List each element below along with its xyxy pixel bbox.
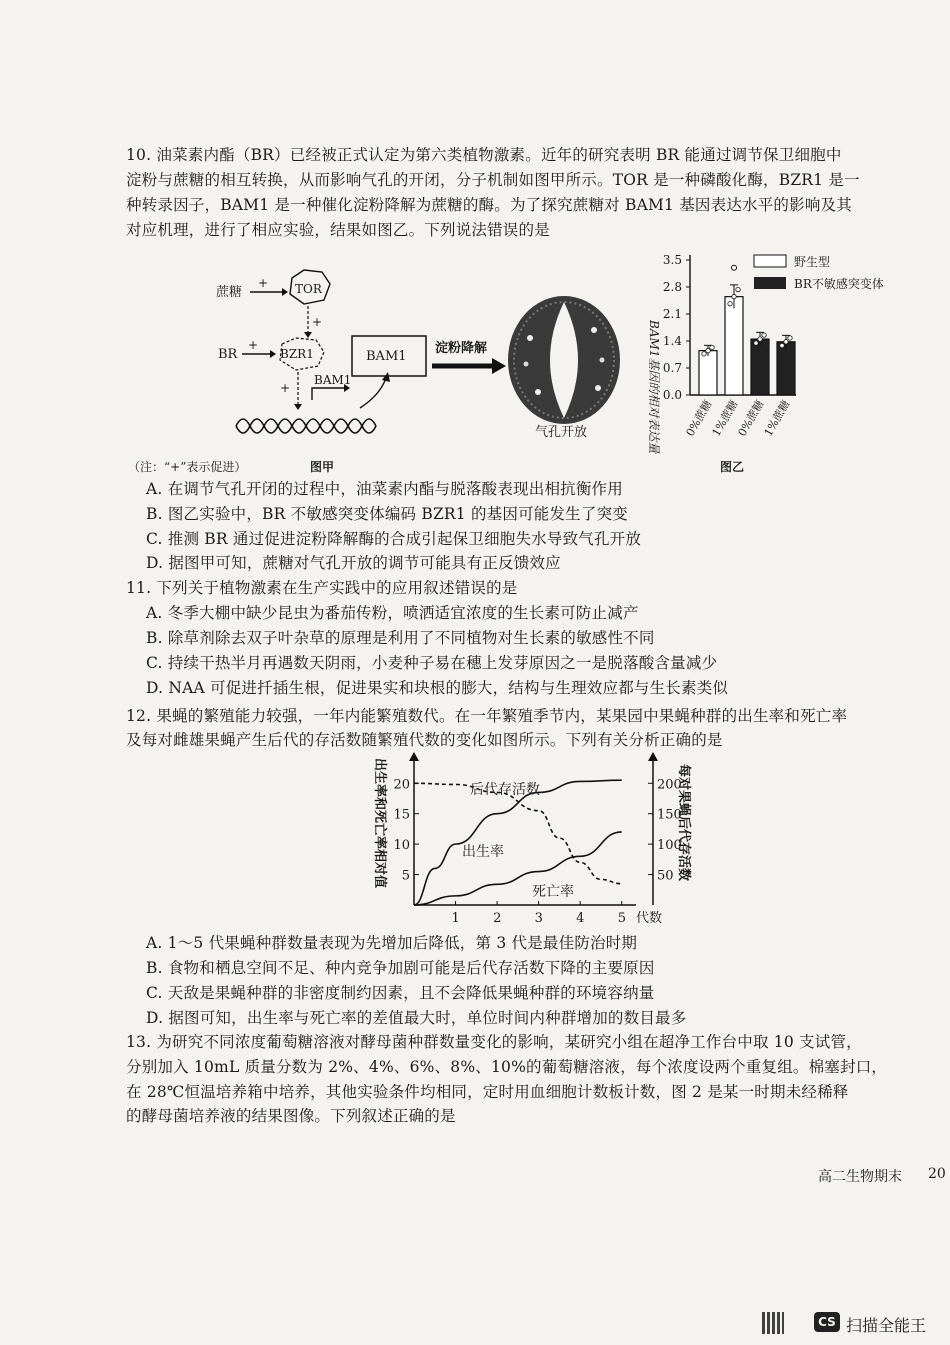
bar-wildtype — [725, 297, 743, 395]
plus-sign-2: + — [312, 315, 323, 329]
q12-line-1: 12. 果蝇的繁殖能力较强，一年内能繁殖数代。在一年繁殖季节内，某果园中果蝇种群的出生率和死亡率 — [126, 707, 848, 725]
scanner-watermark: 扫描全能王 — [846, 1316, 927, 1335]
data-point — [710, 345, 714, 349]
data-point — [758, 337, 762, 341]
chart-c-xtick-label: 4 — [576, 911, 585, 926]
chart-c-ytick-left-label: 5 — [401, 868, 410, 884]
q10-option-b: B. 图乙实验中，BR 不敏感突变体编码 BZR1 的基因可能发生了突变 — [146, 505, 628, 523]
bam1-enzyme-label: BAM1 — [366, 349, 407, 364]
q13-line-2: 分别加入 10mL 质量分数为 2%、4%、6%、8%、10%的葡萄糖溶液，每个浓度设两个重复组。棉塞封口， — [126, 1058, 888, 1076]
starch-degradation-label: 淀粉降解 — [435, 341, 488, 356]
footer-page: 20 — [928, 1166, 946, 1182]
arrow-head — [294, 404, 302, 410]
bar-mutant — [777, 342, 795, 395]
q11-option-b: B. 除草剂除去双子叶杂草的原理是利用了不同植物对生长素的敏感性不同 — [146, 629, 655, 647]
q12-option-c: C. 天敌是果蝇种群的非密度制约因素，且不会降低果蝇种群的环境容纳量 — [146, 984, 655, 1002]
chart-b-ytick-label: 0.0 — [662, 388, 682, 402]
q10-option-d: D. 据图甲可知，蔗糖对气孔开放的调节可能具有正反馈效应 — [146, 554, 561, 572]
q11-option-a: A. 冬季大棚中缺少昆虫为番茄传粉，喷洒适宜浓度的生长素可防止减产 — [146, 604, 639, 622]
chart-b-xtick-label: 1%蔗糖 — [709, 398, 741, 439]
chart-c-ytick-right-label: 100 — [657, 838, 682, 854]
arrow-head — [270, 350, 276, 358]
cs-logo-icon — [814, 1312, 840, 1332]
chart-c-ytick-right-label: 50 — [657, 868, 674, 884]
cs-logo-text: CS — [818, 1315, 836, 1329]
chart-c-ytick-left-label: 15 — [393, 807, 410, 823]
data-point — [780, 343, 784, 347]
q10-option-a: A. 在调节气孔开闭的过程中，油菜素内酯与脱落酸表现出相抗衡作用 — [146, 480, 623, 498]
q11-stem: 11. 下列关于植物激素在生产实践中的应用叙述错误的是 — [126, 579, 518, 597]
arrow-head — [282, 288, 288, 296]
legend-wildtype: 野生型 — [794, 255, 831, 269]
outlier-point — [732, 265, 737, 270]
chloroplast — [600, 358, 605, 363]
stomata-open-label: 气孔开放 — [535, 425, 588, 440]
chart-c-xtick-label: 2 — [493, 911, 502, 926]
data-point — [728, 302, 732, 306]
footer-label: 高二生物期末 — [818, 1169, 902, 1185]
q11-option-c: C. 持续干热半月再遇数天阴雨，小麦种子易在穗上发芽原因之一是脱落酸含量减少 — [146, 654, 718, 672]
plus-sign-4: + — [280, 381, 291, 395]
arrow-head — [492, 358, 506, 374]
chart-b-ytick-label: 2.1 — [662, 307, 682, 321]
q11-option-d: D. NAA 可促进扦插生根，促进果实和块根的膨大，结构与生理效应都与生长素类似 — [146, 679, 729, 697]
q12-option-a: A. 1～5 代果蝇种群数量表现为先增加后降低，第 3 代是最佳防治时期 — [146, 934, 638, 952]
fig-a-caption: 图甲 — [310, 460, 335, 474]
chart-c-xtick-label: 3 — [534, 911, 543, 926]
chart-b-ylabel: BAM1基因的相对表达量 — [647, 320, 661, 454]
chart-c-xtick-label: 1 — [451, 911, 460, 926]
br-label: BR — [218, 347, 238, 362]
birth-rate-curve — [414, 780, 622, 905]
chart-c-ytick-right-label: 150 — [657, 807, 682, 823]
q10-line-4: 对应机理，进行了相应实验，结果如图乙。下列说法错误的是 — [126, 221, 550, 239]
chart-b-ytick-label: 3.5 — [662, 253, 682, 267]
sucrose-label: 蔗糖 — [216, 285, 243, 300]
chart-b-ytick-label: 1.4 — [662, 334, 682, 348]
legend-swatch-mutant — [754, 277, 786, 289]
plus-sign-3: + — [248, 338, 259, 352]
tor-label: TOR — [295, 282, 322, 296]
death-rate-curve — [414, 832, 622, 905]
q10-line-1: 10. 油菜素内酯（BR）已经被正式认定为第六类植物激素。近年的研究表明 BR 能通过调节保卫细胞中 — [126, 146, 842, 164]
chloroplast — [535, 389, 541, 395]
chart-b-ytick-label: 0.7 — [662, 361, 682, 375]
chart-b-xtick-label: 0%蔗糖 — [735, 398, 767, 439]
arrow-head — [382, 372, 390, 382]
plus-sign-1: + — [258, 276, 269, 290]
q12-option-d: D. 据图可知，出生率与死亡率的差值最大时，单位时间内种群增加的数目最多 — [146, 1009, 687, 1027]
data-point — [784, 340, 788, 344]
gene-start-arrow — [312, 388, 346, 400]
chart-c-ylabel-left: 出生率和死亡率相对值 — [372, 758, 387, 889]
q12-line-2: 及每对雌雄果蝇产生后代的存活数随繁殖代数的变化如图所示。下列有关分析正确的是 — [126, 731, 723, 749]
q12-option-b: B. 食物和栖息空间不足、种内竞争加剧可能是后代存活数下降的主要原因 — [146, 959, 655, 977]
data-point — [732, 294, 736, 298]
data-point — [736, 287, 740, 291]
death-rate-label: 死亡率 — [532, 884, 574, 900]
chloroplast — [524, 362, 529, 367]
data-point — [702, 352, 706, 356]
chart-c-ylabel-right: 每对果蝇后代存活数 — [676, 764, 691, 882]
bar-wildtype — [699, 351, 717, 395]
q13-line-1: 13. 为研究不同浓度葡萄糖溶液对酵母菌种群数量变化的影响，某研究小组在超净工作台中取 10 支试管， — [126, 1033, 862, 1051]
q13-line-3: 在 28℃恒温培养箱中培养，其他实验条件均相同，定时用血细胞计数板计数，图 2 是某一时期未经稀释 — [126, 1083, 849, 1101]
chart-c-right-axis-arrow — [648, 752, 658, 761]
data-point — [788, 336, 792, 340]
chart-c-left-axis-arrow — [409, 752, 419, 761]
legend-mutant: BR不敏感突变体 — [794, 277, 884, 291]
chart-b-xtick-label: 0%蔗糖 — [683, 398, 715, 439]
legend-swatch-wildtype — [754, 255, 786, 267]
q13-line-4: 的酵母菌培养液的结果图像。下列叙述正确的是 — [126, 1107, 456, 1125]
q10-line-2: 淀粉与蔗糖的相互转换，从而影响气孔的开闭，分子机制如图甲所示。TOR 是一种磷酸化酶，BZR1 是一 — [126, 171, 860, 189]
q10-option-c: C. 推测 BR 通过促进淀粉降解酶的合成引起保卫细胞失水导致气孔开放 — [146, 530, 642, 548]
chart-c-xtick-label: 5 — [617, 911, 626, 926]
chloroplast — [527, 335, 533, 341]
offspring-label: 后代存活数 — [470, 782, 540, 798]
chart-b-ytick-label: 2.8 — [662, 280, 682, 294]
chloroplast — [595, 385, 601, 391]
chart-c-ytick-left-label: 10 — [393, 838, 410, 854]
birth-rate-label: 出生率 — [462, 844, 504, 860]
chart-b-xtick-label: 1%蔗糖 — [761, 398, 793, 439]
figure-b-bar-chart — [636, 245, 926, 455]
bar-mutant — [751, 339, 769, 395]
fig-b-caption: 图乙 — [720, 460, 745, 474]
figure-a-diagram — [200, 260, 630, 450]
figure-q12-line-chart — [368, 752, 691, 932]
stomata-illustration — [508, 296, 620, 424]
bzr1-label: BZR1 — [280, 347, 314, 361]
offspring-survival-curve — [414, 783, 622, 883]
arrow-gene-to-enzyme — [360, 378, 386, 408]
fig-a-note: （注：“+”表示促进） — [128, 460, 247, 474]
arrow-head — [304, 332, 312, 338]
data-point — [762, 333, 766, 337]
data-point — [754, 341, 758, 345]
q10-line-3: 种转录因子，BAM1 是一种催化淀粉降解为蔗糖的酶。为了探究蔗糖对 BAM1 基因表达水平的影响及其 — [126, 196, 852, 214]
chart-c-xlabel-suffix: 代数 — [636, 911, 663, 926]
data-point — [706, 348, 710, 352]
qr-code-icon — [762, 1312, 784, 1334]
chart-c-ytick-right-label: 200 — [657, 777, 682, 793]
chloroplast — [591, 327, 597, 333]
chart-c-ytick-left-label: 20 — [393, 777, 410, 793]
dna-strand-2 — [236, 419, 376, 433]
bam1-gene-label: BAM1 — [314, 373, 352, 387]
